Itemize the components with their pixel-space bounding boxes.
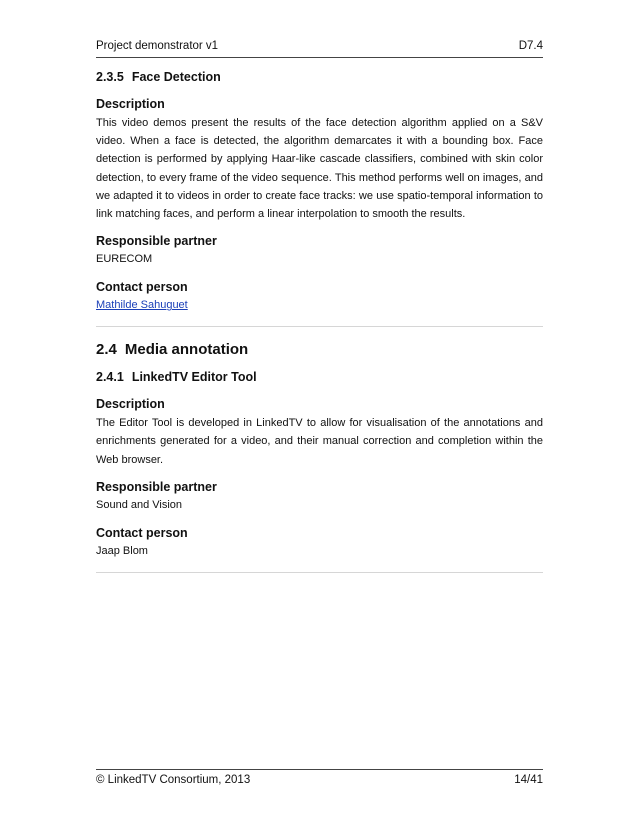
subsection-number: 2.4.1	[96, 370, 124, 385]
responsible-partner-value: Sound and Vision	[96, 498, 183, 511]
section-divider	[96, 326, 543, 327]
subsection-title: LinkedTV Editor Tool	[131, 370, 257, 385]
footer-page-number: 14/41	[514, 774, 543, 786]
contact-person-label: Contact person	[96, 525, 188, 540]
section-heading-media-annotation	[96, 341, 543, 358]
section-title: Media annotation	[124, 341, 249, 359]
section-number: 2.4	[96, 341, 117, 359]
contact-person-value	[96, 297, 543, 313]
responsible-partner-label: Responsible partner	[96, 479, 217, 494]
footer-copyright: © LinkedTV Consortium, 2013	[96, 774, 251, 786]
header-project-title: Project demonstrator v1	[96, 40, 219, 52]
subsection-number: 2.3.5	[96, 70, 124, 84]
contact-person-value: Jaap Blom	[96, 544, 148, 557]
page-footer	[96, 769, 543, 791]
section-divider	[96, 572, 543, 573]
header-deliverable-id: D7.4	[518, 40, 543, 52]
contact-person-link[interactable]: Mathilde Sahuguet	[96, 299, 188, 312]
contact-person-label: Contact person	[96, 280, 188, 295]
subsection-heading-face-detection	[96, 70, 543, 84]
description-label: Description	[96, 97, 165, 111]
description-label: Description	[96, 397, 165, 412]
responsible-partner-value: EURECOM	[96, 253, 153, 266]
page-content	[96, 66, 543, 573]
subsection-heading-editor-tool	[96, 370, 543, 384]
subsection-title: Face Detection	[131, 70, 221, 84]
description-text: The Editor Tool is developed in LinkedTV to allow for visualisation of the annotations and enrichments generated for a video, and their manual correction and completion within the Web browser.	[96, 417, 543, 466]
responsible-partner-label: Responsible partner	[96, 234, 217, 249]
description-text: This video demos present the results of the face detection algorithm applied on a S&V video. When a face is detected, the algorithm demarcates it with a bounding box. Face detection is performed by applying Haar-like cascade classifiers, combined with skin color detection, to every frame of the video sequence. This method performs well on images, and we adapted it to videos in order to create face tracks: we use spatio-temporal information to link matching faces, and perform a linear interpolation to smooth the results.	[96, 117, 543, 221]
page-header	[96, 40, 543, 58]
